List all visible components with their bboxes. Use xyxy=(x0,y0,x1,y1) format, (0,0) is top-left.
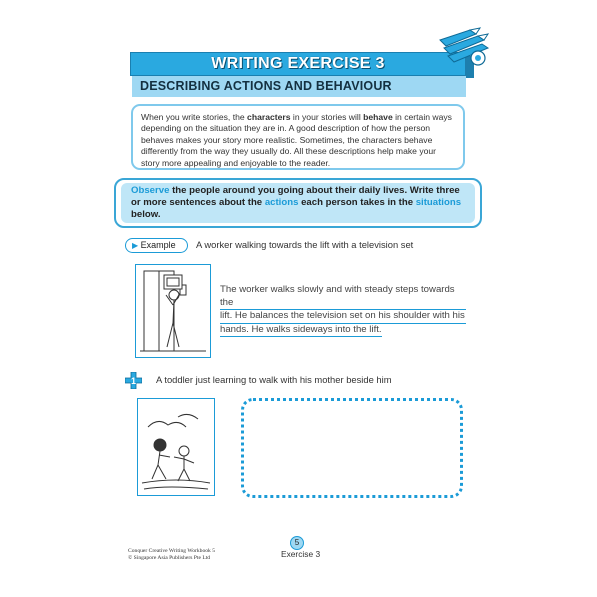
instruction-text xyxy=(131,185,467,220)
page-title: WRITING EXERCISE 3 xyxy=(211,55,385,72)
instr-highlight-observe: Observe xyxy=(131,185,170,196)
instr-text-3: below. xyxy=(131,208,161,220)
instr-highlight-actions: actions xyxy=(264,196,299,208)
example-tab xyxy=(125,238,188,253)
example-answer-line: The worker walks slowly and with steady steps towards the xyxy=(220,284,466,310)
footer-publisher xyxy=(128,548,215,562)
footer-copyright: © Singapore Asia Publishers Pte Ltd xyxy=(128,555,211,561)
play-arrow-icon: ▶ xyxy=(132,241,139,250)
instr-highlight-situations: situations xyxy=(415,196,462,208)
answer-writing-box[interactable] xyxy=(241,398,463,498)
toddler-and-mother-icon xyxy=(138,399,214,495)
instr-text-2: each person takes in the xyxy=(298,196,416,208)
instr-text-1: the people around you going about their daily lives. Write three or more sentences about the xyxy=(131,185,460,208)
question-number: 1 xyxy=(130,376,137,386)
intro-bold-characters: characters xyxy=(247,112,291,122)
intro-bold-behave: behave xyxy=(363,112,393,122)
page-subtitle: DESCRIBING ACTIONS AND BEHAVIOUR xyxy=(140,79,392,93)
intro-text-3: in certain ways depending on the situation they are in. A good description of how the person behaves makes your story more realistic. Sometimes, the characters behave differently from the way they usually do. All these descriptions help make your story more appealing and enjoyable to the reader. xyxy=(141,112,452,168)
example-tab-label: Example xyxy=(140,240,176,250)
question-prompt: A toddler just learning to walk with his mother beside him xyxy=(156,374,392,385)
intro-text-1: When you write stories, the xyxy=(141,112,248,122)
example-answer-line: hands. He walks sideways into the lift. xyxy=(220,324,382,338)
page-exercise-label: Exercise 3 xyxy=(281,549,321,559)
question-number-badge xyxy=(125,372,142,389)
example-answer xyxy=(220,284,466,337)
worker-carrying-tv-icon xyxy=(136,265,210,357)
pencils-logo-icon xyxy=(434,24,492,70)
example-answer-line: lift. He balances the television set on his shoulder with his xyxy=(220,310,466,324)
intro-box xyxy=(131,104,465,170)
question-illustration xyxy=(137,398,215,496)
intro-text-2: in your stories will xyxy=(290,112,364,122)
example-prompt: A worker walking towards the lift with a television set xyxy=(196,239,414,250)
footer-book-title: Conquer Creative Writing Workbook 5 xyxy=(128,548,216,554)
example-illustration xyxy=(135,264,211,358)
page-number: 5 xyxy=(290,536,304,550)
